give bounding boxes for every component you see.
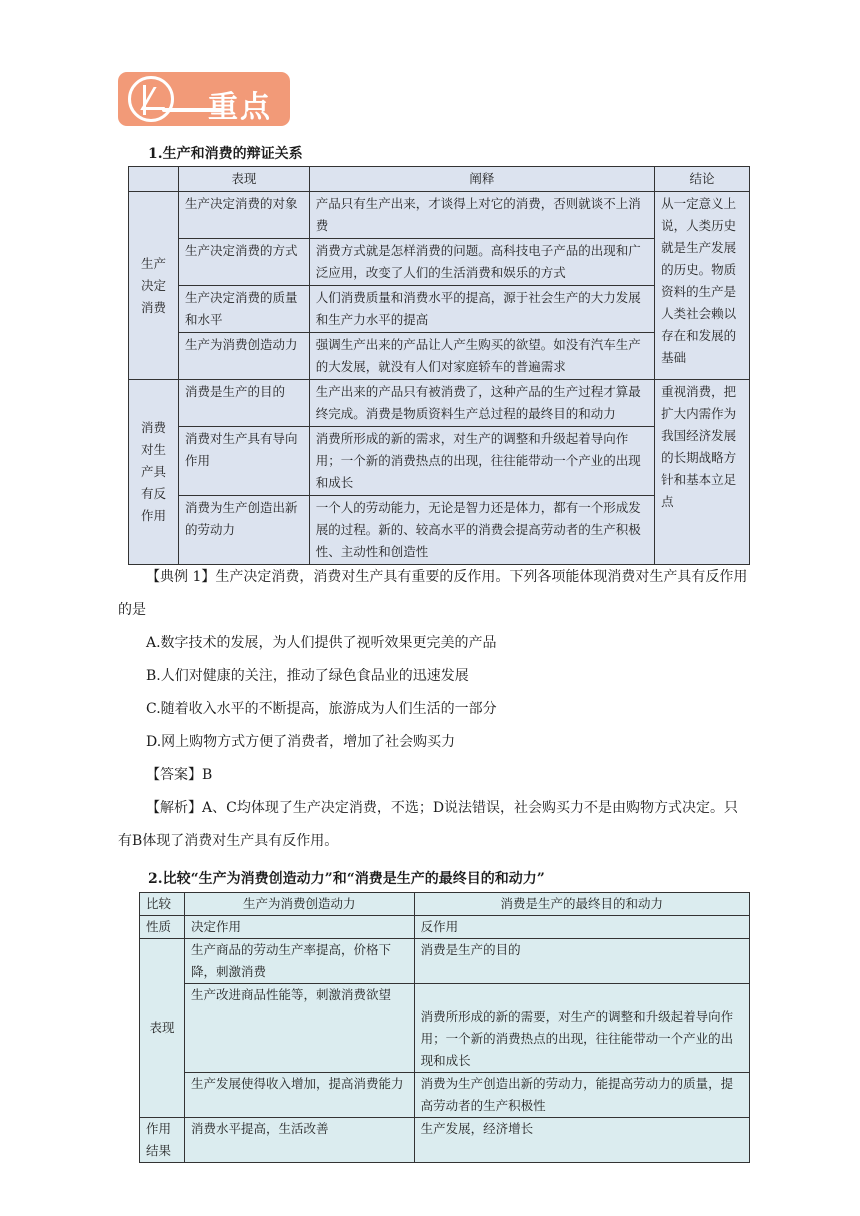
- row-desc: 一个人的劳动能力，无论是智力还是体力，都有一个形成发展的过程。新的、较高水平的消费会提高劳动者的生产积极性、主动性和创造性: [309, 496, 654, 565]
- header-performance: 表现: [178, 167, 309, 192]
- nature-left: 决定作用: [184, 916, 414, 939]
- answer: [146, 759, 776, 792]
- option-c: C.随着收入水平的不断提高，旅游成为人们生活的一部分: [146, 701, 497, 717]
- row-desc: 消费所形成的新的需求，对生产的调整和升级起着导向作用；一个新的消费热点的出现，往往能带动一个产业的出现和成长: [309, 427, 654, 496]
- nature-right: 反作用: [414, 916, 749, 939]
- result-left: 消费水平提高，生活改善: [184, 1118, 414, 1163]
- example-question-text: 生产决定消费，消费对生产具有重要的反作用。下列各项能体现消费对生产具有反作用的是: [118, 569, 748, 618]
- section1-heading: 1.生产和消费的辩证关系: [148, 146, 303, 162]
- group-label: 消费对生产具有反作用: [129, 380, 179, 565]
- row-item: 生产决定消费的质量和水平: [178, 286, 309, 333]
- row-item: 消费是生产的目的: [178, 380, 309, 427]
- nature-label: 性质: [140, 916, 185, 939]
- performance-label: 表现: [140, 939, 185, 1118]
- row-desc: 产品只有生产出来，才谈得上对它的消费，否则就谈不上消费: [309, 192, 654, 239]
- header-conclusion: 结论: [655, 167, 750, 192]
- analysis: [118, 792, 748, 858]
- header-left: 生产为消费创造动力: [184, 893, 414, 916]
- row-item: 生产决定消费的方式: [178, 239, 309, 286]
- header-compare: 比较: [140, 893, 185, 916]
- group-label: 生产决定消费: [129, 192, 179, 380]
- perf-right: 消费为生产创造出新的劳动力，能提高劳动力的质量，提高劳动者的生产积极性: [414, 1073, 749, 1118]
- answer-label: 【答案】: [146, 767, 202, 783]
- header-right: 消费是生产的最终目的和动力: [414, 893, 749, 916]
- section2-heading: 2.比较“生产为消费创造动力”和“消费是生产的最终目的和动力”: [148, 871, 545, 887]
- option-d: D.网上购物方式方便了消费者，增加了社会购买力: [146, 734, 456, 750]
- comparison-table: [139, 892, 750, 1163]
- table-row: [140, 1118, 750, 1163]
- header-blank: [129, 167, 179, 192]
- table-row: [129, 380, 750, 427]
- analysis-label: 【解析】: [146, 800, 202, 816]
- perf-right: 消费所形成的新的需要，对生产的调整和升级起着导向作用；一个新的消费热点的出现，往往能带动一个产业的出现和成长: [414, 984, 749, 1073]
- analysis-text: A、C均体现了生产决定消费，不选；D说法错误，社会购买力不是由购物方式决定。只有B体现了消费对生产具有反作用。: [118, 800, 739, 849]
- row-item: 生产为消费创造动力: [178, 333, 309, 380]
- result-label: 作用结果: [140, 1118, 185, 1163]
- table-row: [129, 192, 750, 239]
- row-desc: 人们消费质量和消费水平的提高，源于社会生产的大力发展和生产力水平的提高: [309, 286, 654, 333]
- table-row: [140, 1073, 750, 1118]
- option-b: B.人们对健康的关注，推动了绿色食品业的迅速发展: [146, 668, 469, 684]
- group-conclusion: 重视消费，把扩大内需作为我国经济发展的长期战略方针和基本立足点: [655, 380, 750, 565]
- relation-table: [128, 166, 750, 565]
- badge-title: 重点: [208, 90, 272, 125]
- example-question: [118, 561, 748, 627]
- answer-value: B: [202, 767, 213, 783]
- perf-left: 生产商品的劳动生产率提高，价格下降，刺激消费: [184, 939, 414, 984]
- perf-right: 消费是生产的目的: [414, 939, 749, 984]
- perf-left: 生产发展使得收入增加，提高消费能力: [184, 1073, 414, 1118]
- section-badge: [118, 72, 290, 126]
- option-a: A.数字技术的发展，为人们提供了视听效果更完美的产品: [146, 635, 497, 651]
- row-item: 生产决定消费的对象: [178, 192, 309, 239]
- result-right: 生产发展，经济增长: [414, 1118, 749, 1163]
- perf-left: 生产改进商品性能等，刺激消费欲望: [184, 984, 414, 1073]
- table-row: [140, 984, 750, 1073]
- row-item: 消费对生产具有导向作用: [178, 427, 309, 496]
- row-item: 消费为生产创造出新的劳动力: [178, 496, 309, 565]
- example-label: 【典例 1】: [146, 569, 216, 585]
- k-logo-icon: [128, 76, 174, 122]
- group-conclusion: 从一定意义上说，人类历史就是生产发展的历史。物质资料的生产是人类社会赖以存在和发展的基础: [655, 192, 750, 380]
- header-explanation: 阐释: [309, 167, 654, 192]
- table-row: [140, 916, 750, 939]
- table-row: [140, 939, 750, 984]
- row-desc: 强调生产出来的产品让人产生购买的欲望。如没有汽车生产的大发展，就没有人们对家庭轿车的普遍需求: [309, 333, 654, 380]
- row-desc: 消费方式就是怎样消费的问题。高科技电子产品的出现和广泛应用，改变了人们的生活消费和娱乐的方式: [309, 239, 654, 286]
- row-desc: 生产出来的产品只有被消费了，这种产品的生产过程才算最终完成。消费是物质资料生产总过程的最终目的和动力: [309, 380, 654, 427]
